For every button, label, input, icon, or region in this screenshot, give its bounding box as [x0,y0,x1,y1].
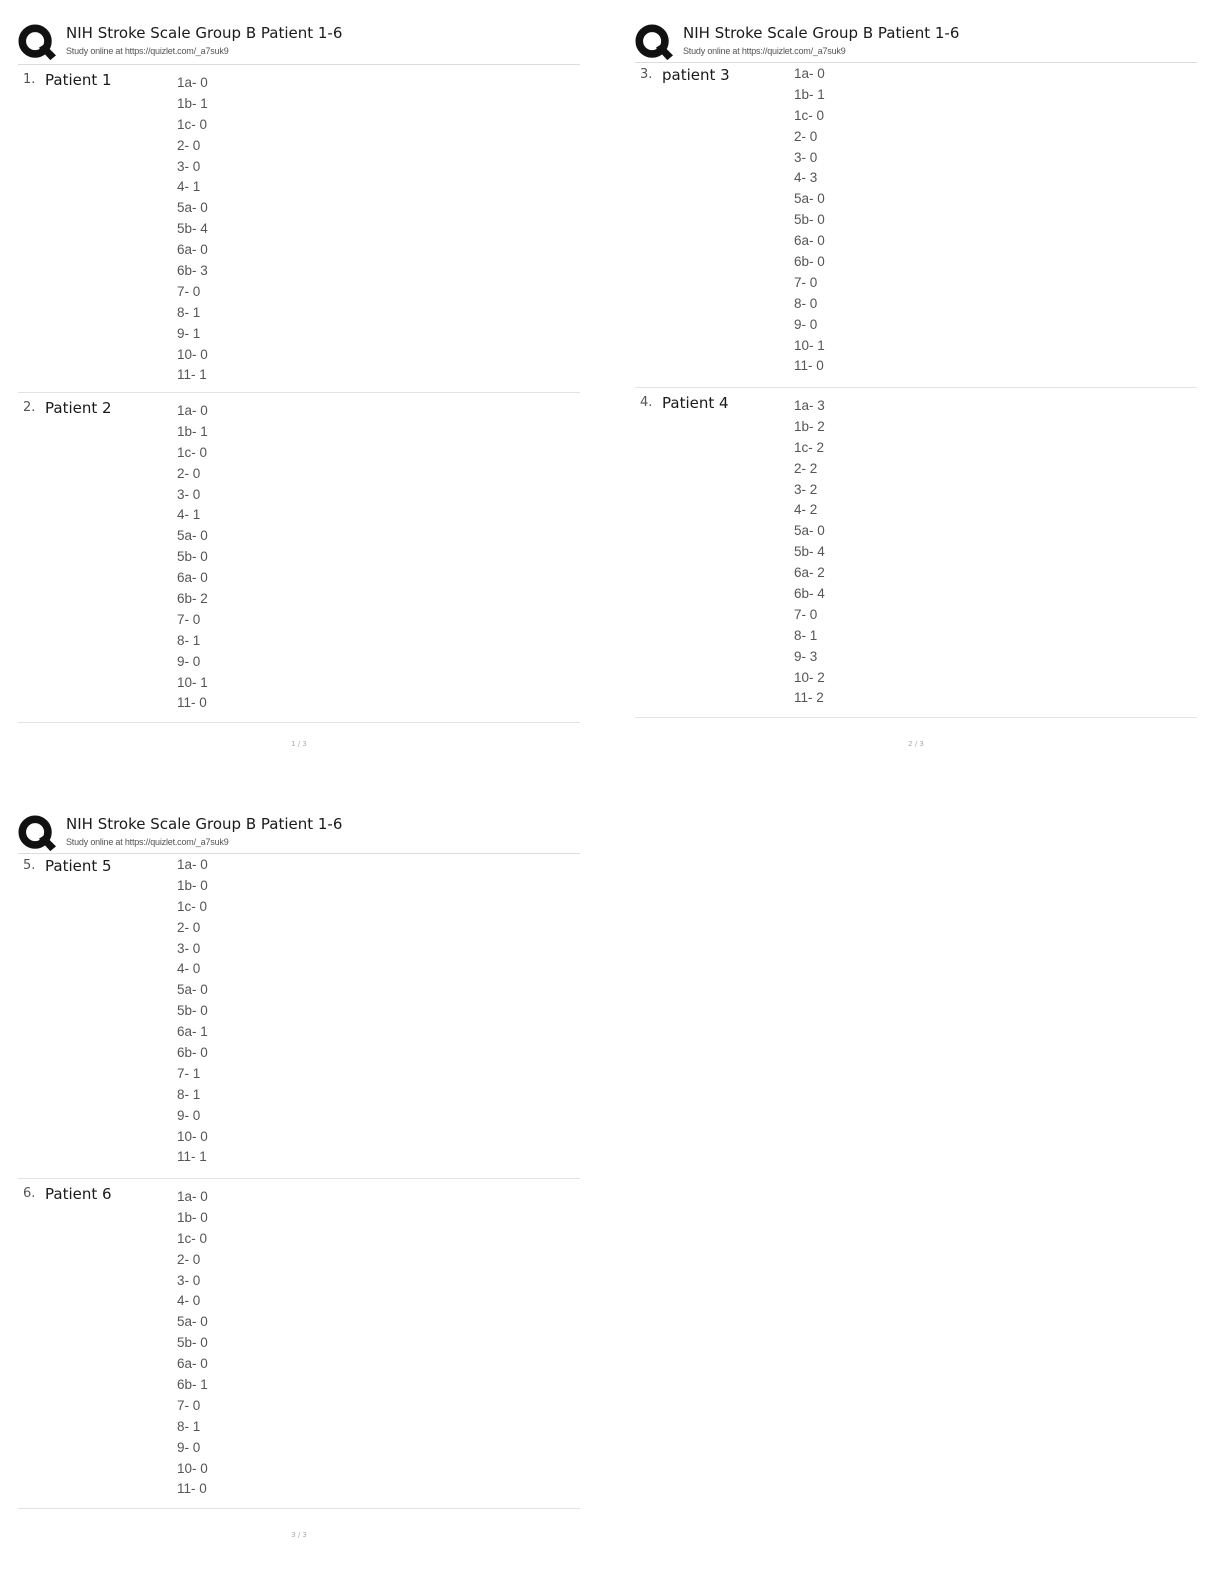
score-item: 10- 2 [794,669,825,685]
card-definition [794,396,825,709]
card-number: 6. [23,1186,36,1201]
document-title: NIH Stroke Scale Group B Patient 1-6 [66,24,343,42]
page-header [18,813,580,854]
score-item: 10- 1 [177,674,208,690]
score-item: 11- 1 [177,367,207,383]
score-item: 1c- 0 [177,444,208,460]
score-item: 5a- 0 [177,982,208,998]
score-item: 1b- 1 [794,86,825,102]
score-item: 9- 0 [177,653,201,669]
score-item: 8- 1 [177,1418,201,1434]
score-item: 1c- 0 [177,1230,208,1246]
score-item: 6b- 0 [794,254,825,270]
score-item: 6b- 0 [177,1045,208,1061]
quizlet-logo-icon [18,24,56,62]
score-item: 11- 1 [177,1149,207,1165]
flashcard [18,393,580,723]
score-item: 6a- 0 [794,233,825,249]
card-definition [177,73,208,386]
score-item: 5a- 0 [794,191,825,207]
score-item: 5b- 0 [177,549,208,565]
score-item: 1a- 0 [794,66,825,81]
score-item: 11- 0 [177,1481,207,1497]
document-page [18,22,580,748]
score-item: 1b- 1 [177,423,208,439]
score-item: 1c- 2 [794,439,825,455]
card-term: Patient 1 [45,71,112,89]
score-item: 3- 0 [177,940,201,956]
score-item: 2- 0 [177,465,201,481]
score-item: 1a- 3 [794,398,825,413]
card-number: 2. [23,400,36,415]
score-item: 1c- 0 [177,116,208,132]
score-item: 5b- 0 [794,212,825,228]
score-item: 6a- 0 [177,570,208,586]
score-item: 11- 0 [177,695,207,711]
document-title: NIH Stroke Scale Group B Patient 1-6 [66,815,343,833]
score-item: 4- 3 [794,170,818,186]
card-definition [177,1187,208,1500]
card-number: 5. [23,858,36,873]
score-item: 7- 0 [177,283,201,299]
score-item: 7- 0 [794,274,818,290]
score-item: 11- 0 [794,358,824,374]
flashcard [18,854,580,1179]
card-number: 4. [640,395,653,410]
flashcard [18,65,580,393]
quizlet-logo-icon [635,24,673,62]
page-header [635,22,1197,63]
score-item: 2- 0 [177,919,201,935]
card-number: 3. [640,67,653,82]
score-item: 10- 1 [794,337,825,353]
score-item: 7- 0 [794,606,818,622]
score-item: 2- 0 [794,128,818,144]
card-definition [177,401,208,714]
score-item: 4- 1 [177,179,201,195]
score-item: 1a- 0 [177,857,208,872]
score-item: 2- 0 [177,1251,201,1267]
card-term: Patient 4 [662,394,729,412]
score-item: 5b- 4 [794,544,825,560]
document-page [18,813,580,1539]
score-item: 5a- 0 [177,1314,208,1330]
score-item: 4- 0 [177,961,201,977]
score-item: 5b- 0 [177,1003,208,1019]
score-item: 4- 1 [177,507,201,523]
card-term: Patient 5 [45,857,112,875]
score-item: 8- 1 [177,304,201,320]
document-page [635,22,1197,748]
card-definition [794,64,825,377]
page-number: 2 / 3 [908,740,924,748]
score-item: 10- 0 [177,346,208,362]
score-item: 1c- 0 [177,898,208,914]
score-item: 8- 1 [794,627,818,643]
score-item: 9- 0 [177,1439,201,1455]
study-online-link[interactable]: Study online at https://quizlet.com/_a7suk9 [66,46,229,56]
score-item: 3- 0 [177,1272,201,1288]
card-number: 1. [23,72,36,87]
study-online-link[interactable]: Study online at https://quizlet.com/_a7suk9 [66,837,229,847]
score-item: 5a- 0 [177,200,208,216]
score-item: 6b- 4 [794,586,825,602]
score-item: 6a- 1 [177,1024,208,1040]
score-item: 3- 2 [794,481,818,497]
score-item: 1b- 0 [177,1209,208,1225]
flashcard [18,1179,580,1509]
score-item: 3- 0 [177,486,201,502]
page-header [18,22,580,65]
score-item: 5a- 0 [177,528,208,544]
score-item: 3- 0 [177,158,201,174]
score-item: 7- 0 [177,1397,201,1413]
score-item: 10- 0 [177,1460,208,1476]
score-item: 4- 0 [177,1293,201,1309]
score-item: 6b- 1 [177,1377,208,1393]
score-item: 8- 1 [177,632,201,648]
score-item: 5a- 0 [794,523,825,539]
page-number: 3 / 3 [291,1531,307,1539]
flashcard [635,388,1197,718]
score-item: 6b- 2 [177,591,208,607]
score-item: 3- 0 [794,149,818,165]
flashcard [635,63,1197,388]
page-number: 1 / 3 [291,740,307,748]
score-item: 9- 0 [177,1107,201,1123]
quizlet-logo-icon [18,815,56,853]
score-item: 5b- 0 [177,1335,208,1351]
score-item: 9- 1 [177,325,201,341]
score-item: 6a- 2 [794,565,825,581]
study-online-link[interactable]: Study online at https://quizlet.com/_a7suk9 [683,46,846,56]
card-term: Patient 2 [45,399,112,417]
score-item: 11- 2 [794,690,824,706]
score-item: 8- 0 [794,295,818,311]
score-item: 2- 0 [177,137,201,153]
score-item: 1c- 0 [794,107,825,123]
card-term: Patient 6 [45,1185,112,1203]
score-item: 1b- 0 [177,877,208,893]
score-item: 7- 0 [177,611,201,627]
card-definition [177,855,208,1168]
document-title: NIH Stroke Scale Group B Patient 1-6 [683,24,960,42]
score-item: 10- 0 [177,1128,208,1144]
score-item: 8- 1 [177,1086,201,1102]
score-item: 9- 3 [794,648,818,664]
score-item: 6a- 0 [177,1356,208,1372]
card-term: patient 3 [662,66,730,84]
score-item: 1a- 0 [177,403,208,418]
score-item: 5b- 4 [177,221,208,237]
score-item: 1a- 0 [177,75,208,90]
score-item: 1a- 0 [177,1189,208,1204]
score-item: 1b- 1 [177,95,208,111]
score-item: 1b- 2 [794,418,825,434]
score-item: 6a- 0 [177,242,208,258]
score-item: 6b- 3 [177,263,208,279]
score-item: 7- 1 [177,1065,201,1081]
score-item: 4- 2 [794,502,818,518]
score-item: 9- 0 [794,316,818,332]
score-item: 2- 2 [794,460,818,476]
